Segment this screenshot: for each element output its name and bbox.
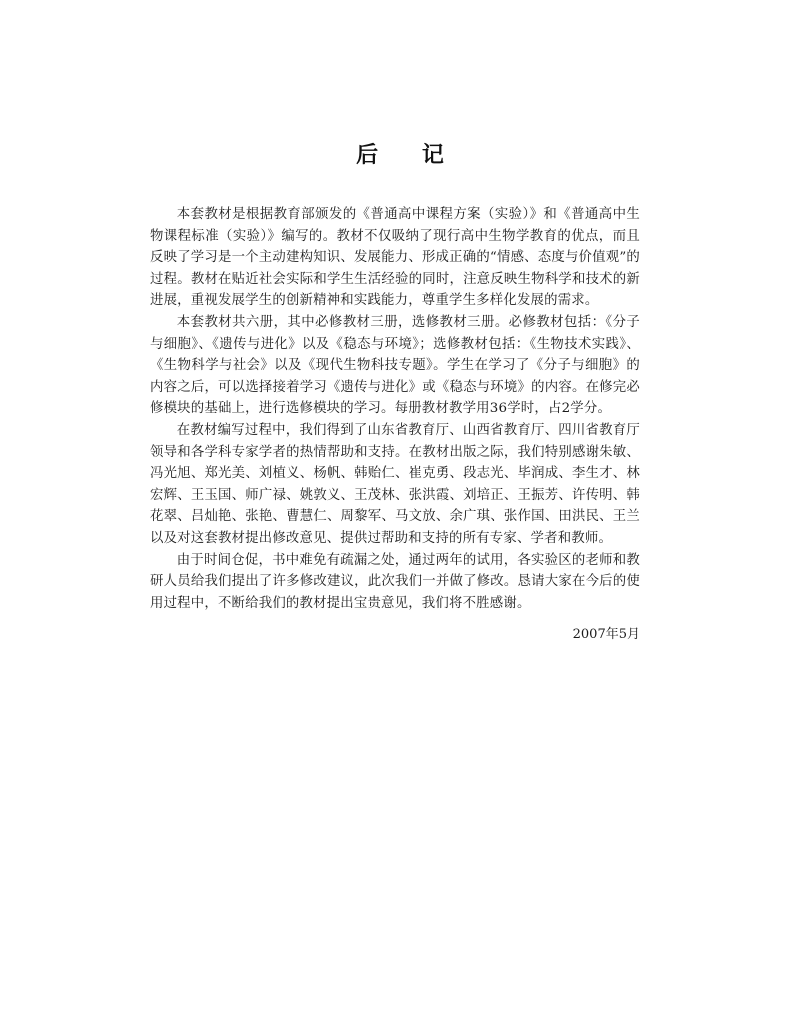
page-title: 后 记 [356,143,462,168]
paragraph-4: 由于时间仓促，书中难免有疏漏之处，通过两年的试用，各实验区的老师和教研人员给我们提出了许多修改建议，此次我们一并做了修改。恳请大家在今后的使用过程中，不断给我们的教材提出宝贵意见，我们将不胜感谢。 [150,552,640,611]
paragraph-2: 本套教材共六册，其中必修教材三册，选修教材三册。必修教材包括：《分子与细胞》、《遗传与进化》以及《稳态与环境》；选修教材包括：《生物技术实践》、《生物科学与社会》以及《现代生物科技专题》。学生在学习了《分子与细胞》的内容之后，可以选择接着学习《遗传与进化》或《稳态与环境》的内容。在修完必修模块的基础上，进行选修模块的学习。每册教材教学用36学时，占2学分。 [150,314,640,417]
paragraph-3: 在教材编写过程中，我们得到了山东省教育厅、山西省教育厅、四川省教育厅领导和各学科专家学者的热情帮助和支持。在教材出版之际，我们特别感谢朱敏、冯光旭、郑光美、刘植义、杨帆、韩贻仁、崔克勇、段志光、毕润成、李生才、林宏辉、王玉国、师广禄、姚敦义、王茂林、张洪霞、刘培正、王振芳、许传明、韩花翠、吕灿艳、张艳、曹慧仁、周黎军、马文放、余广琪、张作国、田洪民、王兰以及对这套教材提出修改意见、提供过帮助和支持的所有专家、学者和教师。 [150,422,640,546]
body-text [150,204,640,614]
paragraph-1: 本套教材是根据教育部颁发的《普通高中课程方案（实验）》和《普通高中生物课程标准（实验）》编写的。教材不仅吸纳了现行高中生物学教育的优点，而且反映了学习是一个主动建构知识、发展能力、形成正确的“情感、态度与价值观”的过程。教材在贴近社会实际和学生生活经验的同时，注意反映生物科学和技术的新进展，重视发展学生的创新精神和实践能力，尊重学生多样化发展的需求。 [150,207,640,309]
signature-date: 2007年5月 [572,627,640,642]
